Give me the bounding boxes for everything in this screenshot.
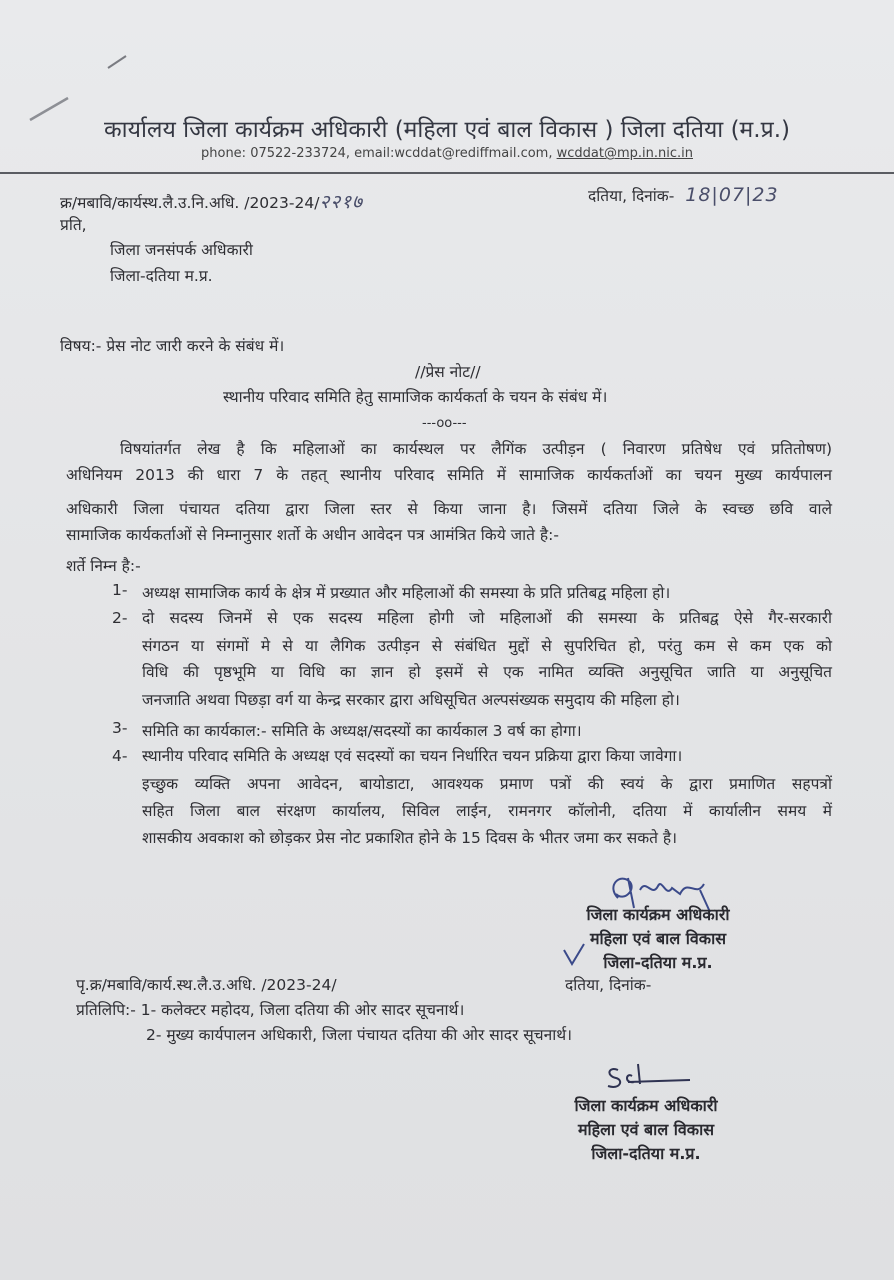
- signature-scribble-2: [598, 1060, 698, 1094]
- condition-number: 2-: [112, 609, 128, 627]
- copy-reference-number: पृ.क्र/मबावि/कार्य.स्थ.लै.उ.अधि. /2023-24/: [76, 976, 337, 994]
- office-header-title: कार्यालय जिला कार्यक्रम अधिकारी (महिला एवं बाल विकास ) जिला दतिया (म.प्र.): [104, 117, 790, 143]
- subject-line: विषय:- प्रेस नोट जारी करने के संबंध में।: [60, 337, 285, 355]
- office-contact-line: [0, 146, 894, 161]
- condition-line: विधि की पृष्ठभूमि या विधि का ज्ञान हो इसमें से एक नामित व्यक्ति अनुसूचित जाति या अनुसूचित: [142, 663, 832, 681]
- press-note-title: //प्रेस नोट//: [415, 363, 481, 381]
- condition-line: समिति का कार्यकाल:- समिति के अध्यक्ष/सदस्यों का कार्यकाल 3 वर्ष का होगा।: [142, 722, 582, 740]
- condition-number: 3-: [112, 719, 128, 737]
- conditions-label: शर्ते निम्न है:-: [66, 557, 141, 575]
- reference-number-line: [60, 188, 363, 214]
- handwritten-date: 18|07|23: [685, 184, 779, 206]
- condition-line: दो सदस्य जिनमें से एक सदस्य महिला होगी जो महिलाओं की समस्या के प्रतिबद्व ऐसे गैर-सरकारी: [142, 609, 832, 627]
- condition-line: सहित जिला बाल संरक्षण कार्यालय, सिविल लाईन, रामनगर कॉलोनी, दतिया में कार्यालीन समय में: [142, 802, 832, 820]
- condition-line: स्थानीय परिवाद समिति के अध्यक्ष एवं सदस्यों का चयन निर्धारित चयन प्रक्रिया द्वारा किया जावेगा।: [142, 747, 683, 765]
- contact-email-link[interactable]: wcddat@mp.in.nic.in: [556, 146, 693, 161]
- press-note-subject: स्थानीय परिवाद समिति हेतु सामाजिक कार्यकर्ता के चयन के संबंध में।: [223, 388, 608, 406]
- signatory-1-department: महिला एवं बाल विकास: [589, 929, 727, 948]
- header-divider-rule: [0, 172, 894, 174]
- section-divider: ---oo---: [422, 416, 467, 431]
- body-line-1: विषयांतर्गत लेख है कि महिलाओं का कार्यस्थल पर लैगिंक उत्पीड़न ( निवारण प्रतिषेध एवं प्रतितोषण): [120, 440, 832, 458]
- copy-place-date: दतिया, दिनांक-: [565, 976, 652, 994]
- copy-item-1: प्रतिलिपि:- 1- कलेक्टर महोदय, जिला दतिया की ओर सादर सूचनार्थ।: [76, 1001, 465, 1019]
- copy-item-2: 2- मुख्य कार्यपालन अधिकारी, जिला पंचायत दतिया की ओर सादर सूचनार्थ।: [146, 1026, 572, 1044]
- signatory-2-department: महिला एवं बाल विकास: [577, 1120, 715, 1139]
- contact-details: phone: 07522-233724, email:wcddat@rediffmail.com,: [201, 146, 557, 161]
- place-date-line: [588, 184, 779, 206]
- condition-line: शासकीय अवकाश को छोड़कर प्रेस नोट प्रकाशित होने के 15 दिवस के भीतर जमा कर सकते है।: [142, 829, 678, 847]
- condition-line: अध्यक्ष सामाजिक कार्य के क्षेत्र में प्रख्यात और महिलाओं की समस्या के प्रति प्रतिबद्व महिला हो।: [142, 584, 671, 602]
- recipient-line-1: जिला जनसंपर्क अधिकारी: [110, 241, 253, 259]
- to-label: प्रति,: [60, 216, 87, 234]
- condition-line: इच्छुक व्यक्ति अपना आवेदन, बायोडाटा, आवश्यक प्रमाण पत्रों की स्वयं के द्वारा प्रमाणित सहपत्रों: [142, 775, 832, 793]
- signatory-2-designation: जिला कार्यक्रम अधिकारी: [574, 1096, 718, 1115]
- body-line-3: अधिकारी जिला पंचायत दतिया द्वारा जिला स्तर से किया जाना है। जिसमें दतिया जिले के स्वच्छ छवि वाले: [66, 500, 832, 518]
- condition-number: 1-: [112, 581, 128, 599]
- signatory-1-designation: जिला कार्यक्रम अधिकारी: [586, 905, 730, 924]
- reference-number: क्र/मबावि/कार्यस्थ.लै.उ.नि.अधि. /2023-24/: [60, 194, 320, 212]
- condition-line: जनजाति अथवा पिछड़ा वर्ग या केन्द्र सरकार द्वारा अधिसूचित अल्पसंख्यक समुदाय की महिला हो।: [142, 691, 680, 709]
- condition-number: 4-: [112, 747, 128, 765]
- condition-line: संगठन या संगमों मे से या लैगिक उत्पीड़न से संबंधित मुद्दों से सुपरिचित हो, परंतु कम से कम एक को: [142, 637, 832, 655]
- signatory-1-location: जिला-दतिया म.प्र.: [603, 953, 713, 972]
- body-line-4: सामाजिक कार्यकर्ताओं से निम्नानुसार शर्तो के अधीन आवेदन पत्र आमंत्रित किये जाते है:-: [66, 526, 559, 544]
- recipient-line-2: जिला-दतिया म.प्र.: [110, 267, 213, 285]
- place-date-label: दतिया, दिनांक-: [588, 187, 675, 205]
- reference-handwritten-number: २२१७: [319, 191, 363, 213]
- signatory-2-location: जिला-दतिया म.प्र.: [591, 1144, 701, 1163]
- body-line-2: अधिनियम 2013 की धारा 7 के तहत् स्थानीय परिवाद समिति में सामाजिक कार्यकर्ताओं का चयन मुख्य कार्यपालन: [66, 466, 832, 484]
